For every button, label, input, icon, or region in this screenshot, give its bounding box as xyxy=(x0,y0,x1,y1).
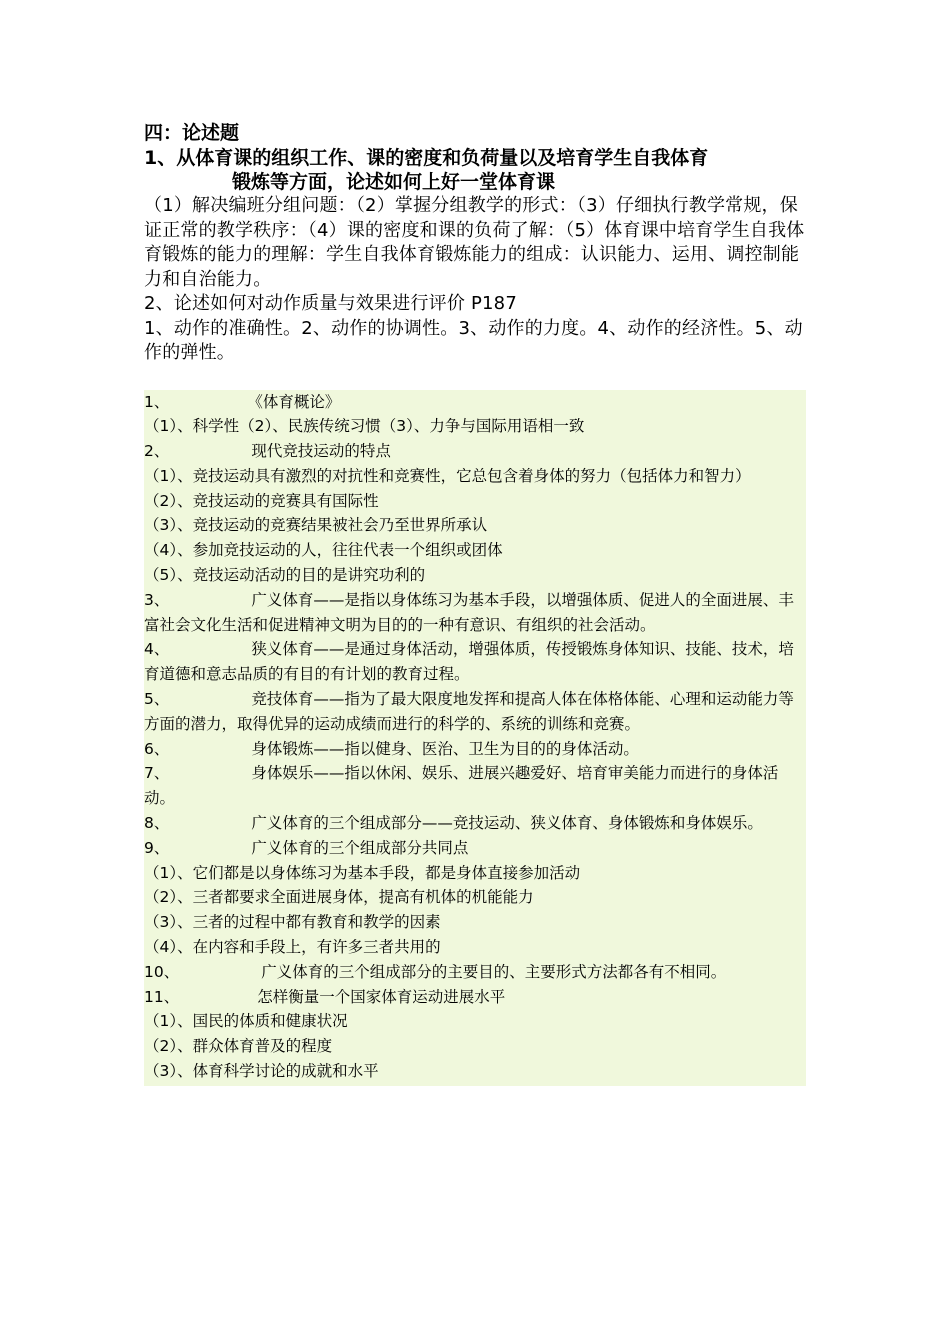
note-subitem: （5）、竞技运动活动的目的是讲究功利的 xyxy=(144,566,426,585)
note-number: 8、 xyxy=(144,814,170,833)
question-2-title: 2、论述如何对动作质量与效果进行评价 P187 xyxy=(144,293,517,314)
note-number: 4、 xyxy=(144,640,170,659)
note-item-5 xyxy=(144,687,806,737)
note-item-7 xyxy=(144,761,806,811)
note-number: 3、 xyxy=(144,590,170,609)
question-1-title xyxy=(144,146,810,194)
note-subitem: （1）、国民的体质和健康状况 xyxy=(144,1012,348,1031)
question-1-title-line2: 锻炼等方面，论述如何上好一堂体育课 xyxy=(232,171,556,193)
note-number: 11、 xyxy=(144,987,180,1006)
note-number: 9、 xyxy=(144,838,170,857)
note-number: 6、 xyxy=(144,739,170,758)
note-subitem: （1）、竞技运动具有激烈的对抗性和竞赛性，它总包含着身体的努力（包括体力和智力） xyxy=(144,466,751,485)
question-1-title-line1: 1、从体育课的组织工作、课的密度和负荷量以及培育学生自我体育 xyxy=(144,147,709,169)
note-text: 广义体育的三个组成部分的主要目的、主要形式方法都各有不相同。 xyxy=(261,962,727,981)
note-item-8 xyxy=(144,811,806,836)
note-subitem: （2）、竞技运动的竞赛具有国际性 xyxy=(144,491,379,510)
note-subitem: （1）、科学性（2）、民族传统习惯（3）、力争与国际用语相一致 xyxy=(144,417,585,436)
note-item-6 xyxy=(144,737,806,762)
note-text: 广义体育——是指以身体练习为基本手段，以增强体质、促进人的全面进展、丰富社会文化生活和促进精神文明为目的的一种有意识、有组织的社会活动。 xyxy=(144,590,794,634)
note-item-1 xyxy=(144,390,806,415)
note-text: 身体锻炼——指以健身、医治、卫生为目的的身体活动。 xyxy=(251,739,639,758)
note-subitem: （2）、三者都要求全面进展身体，提高有机体的机能能力 xyxy=(144,888,534,907)
question-1-answer: （1）解决编班分组问题：（2）掌握分组教学的形式：（3）仔细执行教学常规，保证正常的教学秩序：（4）课的密度和课的负荷了解：（5）体育课中培育学生自我体育锻炼的能力的理解：学生自我体育锻炼能力的组成：认识能力、运用、调控制能力和自治能力。 xyxy=(144,195,805,290)
note-title: 怎样衡量一个国家体育运动进展水平 xyxy=(257,987,506,1006)
note-item-4 xyxy=(144,637,806,687)
note-text: 狭义体育——是通过身体活动，增强体质，传授锻炼身体知识、技能、技术，培育道德和意志品质的有目的有计划的教育过程。 xyxy=(144,640,794,684)
note-item-10 xyxy=(144,960,806,985)
note-text: 竞技体育——指为了最大限度地发挥和提高人体在体格体能、心理和运动能力等方面的潜力，取得优异的运动成绩而进行的科学的、系统的训练和竞赛。 xyxy=(144,690,794,733)
note-number: 1、 xyxy=(144,392,170,411)
note-subitem: （3）、三者的过程中都有教育和教学的因素 xyxy=(144,913,441,932)
note-item-3 xyxy=(144,588,806,638)
question-2-answer: 1、动作的准确性。2、动作的协调性。3、动作的力度。4、动作的经济性。5、动作的弹性。 xyxy=(144,317,803,363)
note-item-9 xyxy=(144,836,806,861)
highlighted-notes xyxy=(144,390,806,1086)
note-title: 《体育概论》 xyxy=(247,392,341,411)
note-title: 现代竞技运动的特点 xyxy=(251,442,391,461)
note-item-11 xyxy=(144,985,806,1010)
note-subitem: （4）、参加竞技运动的人，往往代表一个组织或团体 xyxy=(144,541,503,560)
note-number: 2、 xyxy=(144,442,170,461)
note-text: 广义体育的三个组成部分——竞技运动、狭义体育、身体锻炼和身体娱乐。 xyxy=(251,814,763,833)
note-subitem: （1）、它们都是以身体练习为基本手段，都是身体直接参加活动 xyxy=(144,863,581,882)
note-text: 身体娱乐——指以休闲、娱乐、进展兴趣爱好、培育审美能力而进行的身体活动。 xyxy=(144,764,779,808)
note-number: 7、 xyxy=(144,764,170,783)
note-subitem: （4）、在内容和手段上，有许多三者共用的 xyxy=(144,938,441,957)
note-number: 10、 xyxy=(144,962,180,981)
note-subitem: （2）、群众体育普及的程度 xyxy=(144,1037,333,1056)
document-page xyxy=(144,120,810,1086)
note-title: 广义体育的三个组成部分共同点 xyxy=(251,838,469,857)
note-item-2 xyxy=(144,439,806,464)
note-subitem: （3）、体育科学讨论的成就和水平 xyxy=(144,1062,379,1081)
note-number: 5、 xyxy=(144,690,170,709)
note-subitem: （3）、竞技运动的竞赛结果被社会乃至世界所承认 xyxy=(144,516,488,535)
section-heading: 四：论述题 xyxy=(144,122,240,144)
